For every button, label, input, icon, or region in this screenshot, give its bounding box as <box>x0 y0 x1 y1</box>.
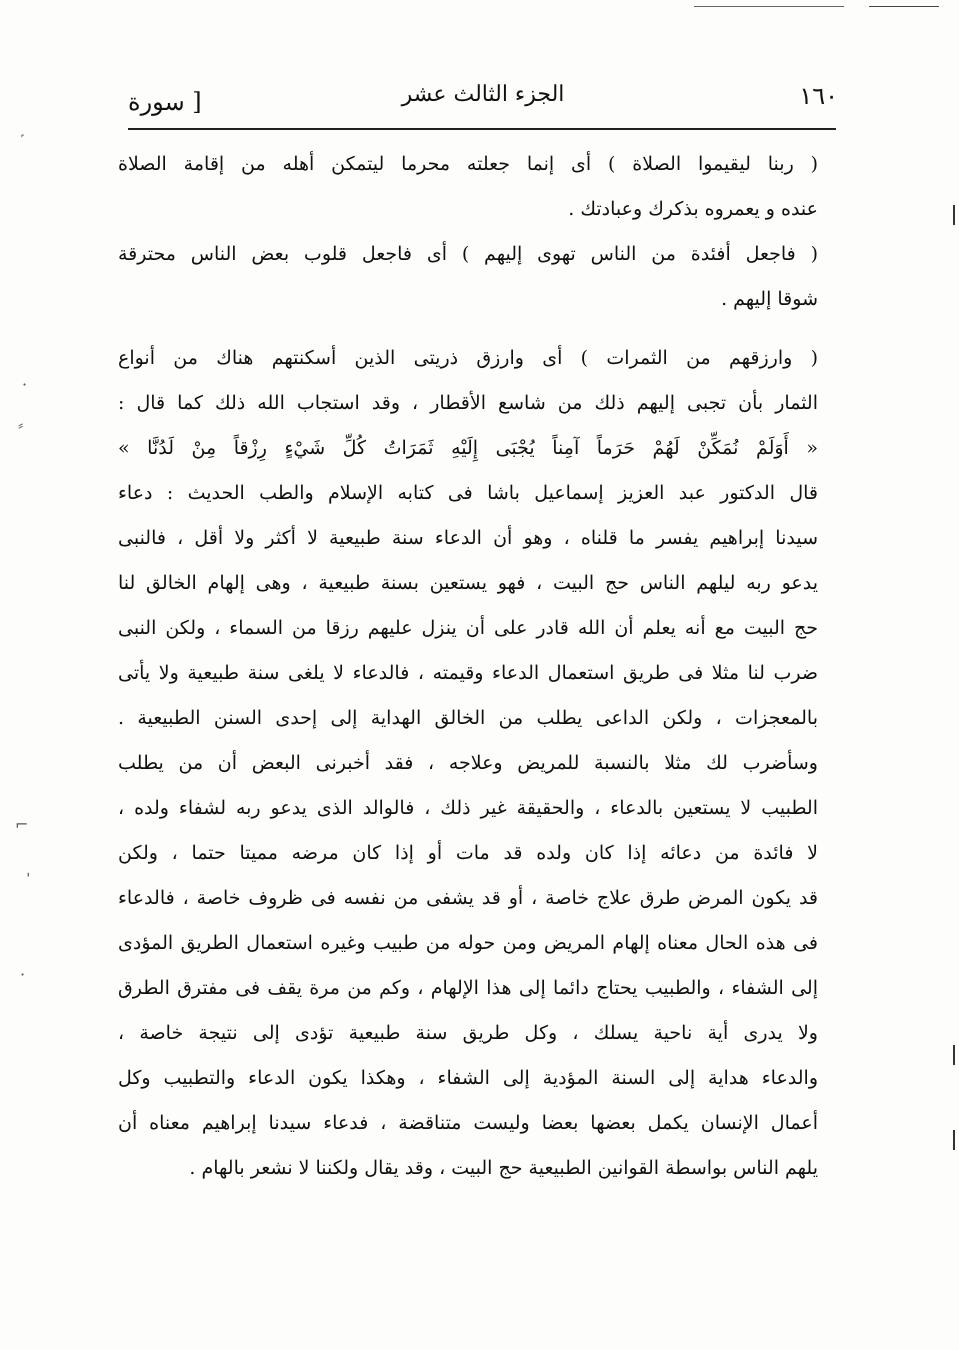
text-line: ضرب لنا مثلا فى طريق استعمال الدعاء وقيمته ، فالدعاء لا يلغى سنة طبيعية ولا يأتى <box>118 662 818 684</box>
text-line: حج البيت مع أنه يعلم أن الله قادر على أن ينزل عليهم رزقا من السماء ، ولكن النبى <box>118 617 818 639</box>
text-line: وسأضرب لك مثلا بالنسبة للمريض وعلاجه ، فقد أخبرنى البعض أن من يطلب <box>118 752 818 774</box>
scan-margin-mark <box>953 1130 955 1150</box>
text-line: لا فائدة من دعائه إذا كان ولده قد مات أو إذا كان مرضه مميتا حتما ، ولكن <box>118 842 818 864</box>
text-line: الطبيب لا يستعين بالدعاء ، والحقيقة غير ذلك ، فالوالد الذى يدعو ربه لشفاء ولده ، <box>118 797 818 819</box>
paragraph <box>118 336 818 1191</box>
text-line: سيدنا إبراهيم يفسر ما قلناه ، وهو أن الدعاء سنة طبيعية لا أكثر ولا أقل ، فالنبى <box>118 527 818 549</box>
scan-margin-mark: · <box>22 375 28 394</box>
corner-line <box>694 6 844 7</box>
text-line: الثمار بأن تجبى إليهم ذلك من شاسع الأقطار ، وقد استجاب الله ذلك كما قال : <box>118 392 818 414</box>
text-line: ( وارزقهم من الثمرات ) أى وارزق ذريتى الذين أسكنتهم هناك من أنواع <box>118 347 818 369</box>
text-line: ( ربنا ليقيموا الصلاة ) أى إنما جعلته محرما ليتمكن أهله من إقامة الصلاة <box>118 153 818 175</box>
text-line: فى هذه الحال معناه إلهام المريض ومن حوله من طبيب وغيره استعمال الطريق المؤدى <box>118 932 818 954</box>
surah-label: [ سورة <box>128 88 202 116</box>
paragraph-gap <box>118 322 818 336</box>
text-line: قال الدكتور عبد العزيز إسماعيل باشا فى كتابه الإسلام والطب الحديث : دعاء <box>118 482 818 504</box>
body-text <box>118 142 818 1191</box>
page-header <box>128 78 838 128</box>
quran-verse-line: « أَوَلَمْ نُمَكِّنْ لَهُمْ حَرَماً آمِناً يُجْبَى إِلَيْهِ ثَمَرَاتُ كُلِّ شَيْءٍ رِزْقاً مِنْ لَدُنَّا » <box>118 437 818 459</box>
scan-margin-mark <box>953 1045 955 1065</box>
paragraph <box>118 232 818 322</box>
part-title: الجزء الثالث عشر <box>401 82 565 107</box>
text-line: إلى الشفاء ، والطبيب يحتاج دائما إلى هذا الإلهام ، وكم من مرة يقف فى مفترق الطرق <box>118 977 818 999</box>
text-line: ولا يدرى أية ناحية يسلك ، وكل طريق سنة طبيعية تؤدى إلى نتيجة خاصة ، <box>118 1022 818 1044</box>
text-line: يلهم الناس بواسطة القوانين الطبيعية حج البيت ، وقد يقال ولكننا لا نشعر بالهام . <box>189 1157 818 1179</box>
scan-margin-mark <box>953 205 955 225</box>
text-line: شوقا إليهم . <box>721 288 818 310</box>
text-line: ( فاجعل أفئدة من الناس تهوى إليهم ) أى فاجعل قلوب بعض الناس محترقة <box>118 243 818 265</box>
scan-margin-mark: · <box>20 965 26 984</box>
scan-margin-mark: ⸗ <box>18 415 24 434</box>
text-line: قد يكون المرض طرق علاج خاصة ، أو قد يشفى من نفسه فى ظروف خاصة ، فالدعاء <box>118 887 818 909</box>
header-rule <box>128 128 836 130</box>
paragraph <box>118 142 818 232</box>
text-line: عنده و يعمروه بذكرك وعبادتك . <box>568 198 818 220</box>
page-number: ١٦٠ <box>799 82 838 110</box>
text-line: بالمعجزات ، ولكن الداعى يطلب من الخالق الهداية إلى إحدى السنن الطبيعية . <box>118 707 818 729</box>
scan-corner-marks <box>689 0 939 14</box>
scan-margin-mark: ˹ <box>20 130 26 149</box>
text-line: والدعاء هداية إلى السنة المؤدية إلى الشفاء ، وهكذا يكون الدعاء والتطبيب وكل <box>118 1067 818 1089</box>
scan-margin-mark: ⌐ <box>15 815 29 834</box>
text-line: أعمال الإنسان يكمل بعضها بعضا وليست متناقضة ، فدعاء سيدنا إبراهيم معناه أن <box>118 1112 818 1134</box>
text-line: يدعو ربه ليلهم الناس حج البيت ، فهو يستعين بسنة طبيعية ، وهى إلهام الخالق لنا <box>118 572 818 594</box>
corner-line <box>869 6 939 7</box>
scan-margin-mark: ˈ <box>26 870 31 889</box>
